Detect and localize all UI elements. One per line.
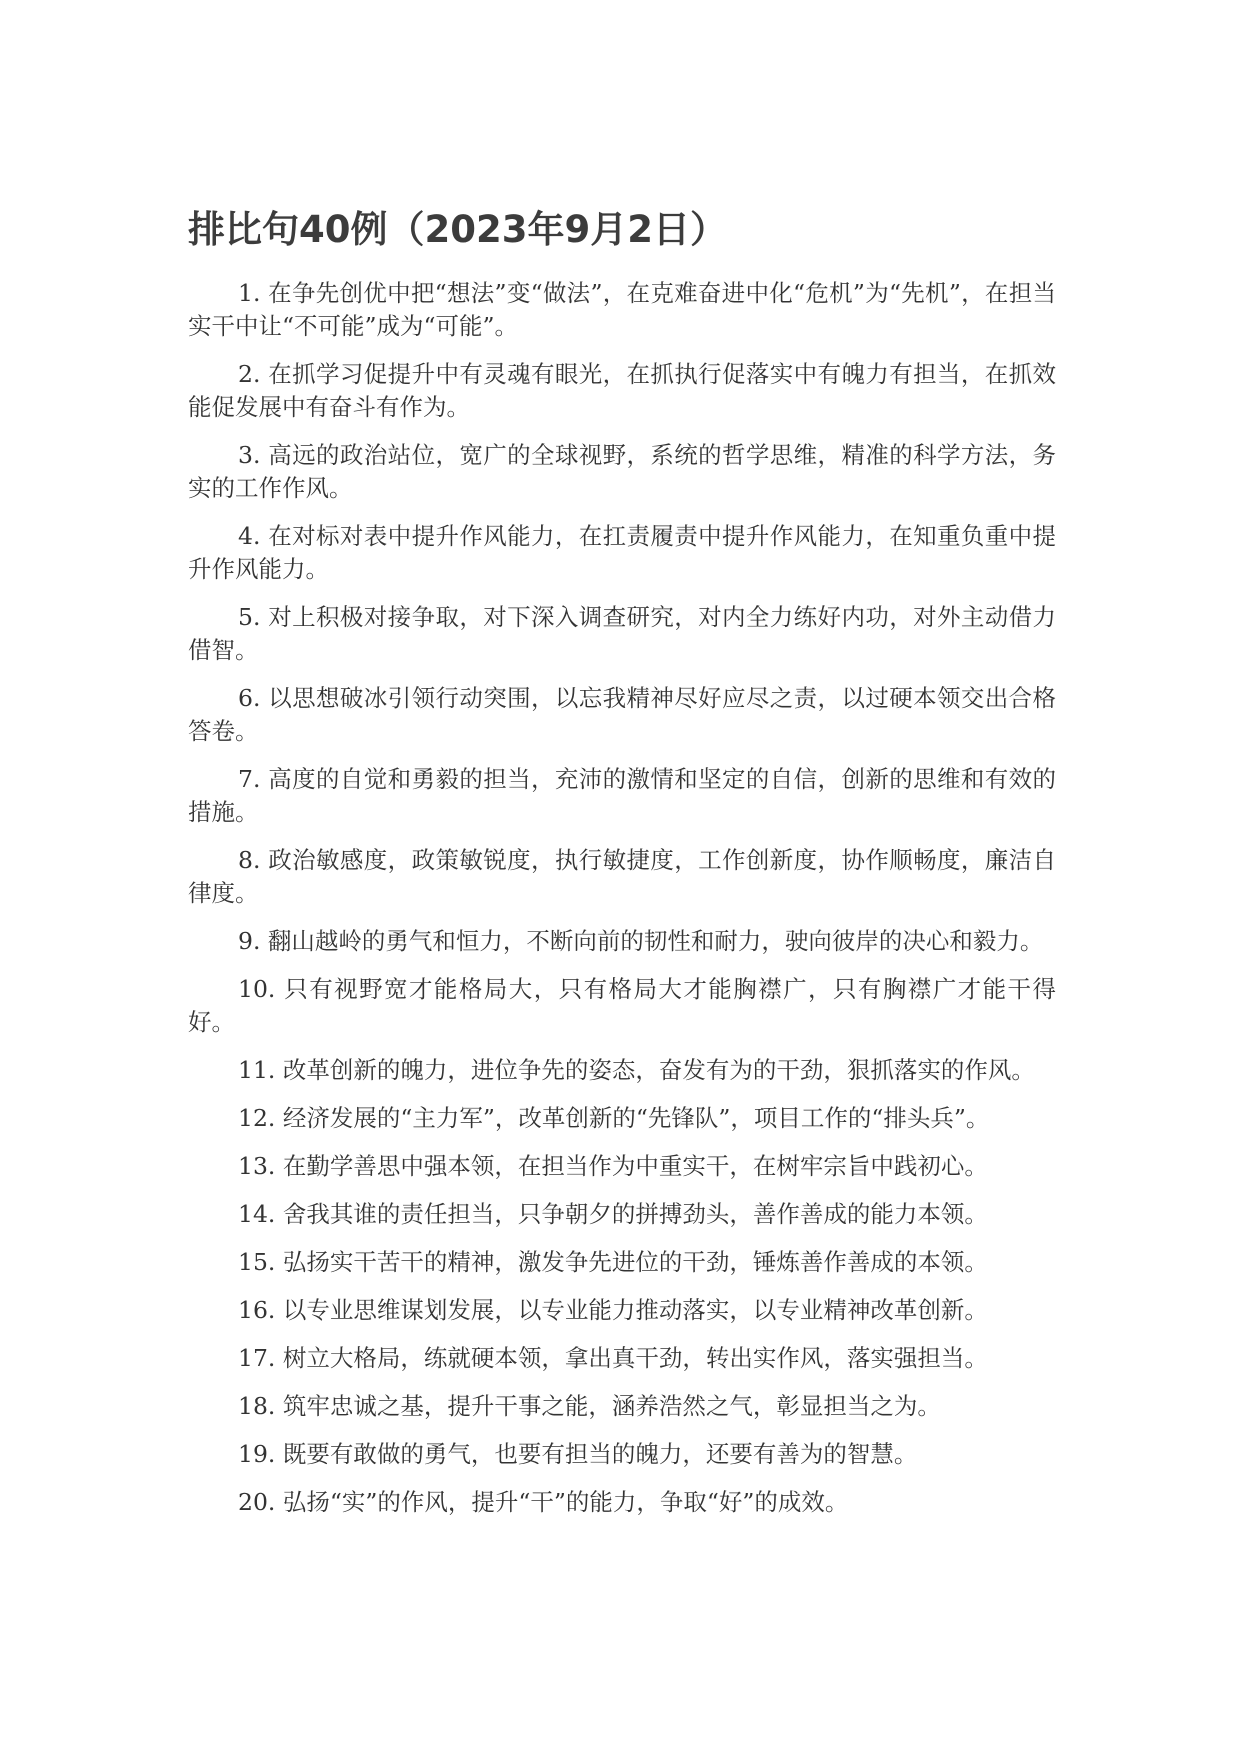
list-item: 6. 以思想破冰引领行动突围，以忘我精神尽好应尽之责，以过硬本领交出合格答卷。 xyxy=(188,684,1056,745)
list-item: 18. 筑牢忠诚之基，提升干事之能，涵养浩然之气，彰显担当之为。 xyxy=(238,1392,941,1420)
document-title: 排比句40例（2023年9月2日） xyxy=(188,208,727,251)
list-item: 17. 树立大格局，练就硬本领，拿出真干劲，转出实作风，落实强担当。 xyxy=(238,1344,988,1372)
list-item: 3. 高远的政治站位，宽广的全球视野，系统的哲学思维，精准的科学方法，务实的工作作风。 xyxy=(188,441,1056,502)
list-item: 20. 弘扬“实”的作风，提升“干”的能力，争取“好”的成效。 xyxy=(238,1488,849,1516)
list-item: 12. 经济发展的“主力军”，改革创新的“先锋队”，项目工作的“排头兵”。 xyxy=(238,1104,990,1132)
list-item: 14. 舍我其谁的责任担当，只争朝夕的拼搏劲头，善作善成的能力本领。 xyxy=(238,1200,988,1228)
document-page xyxy=(188,208,1056,1534)
list-item: 7. 高度的自觉和勇毅的担当，充沛的激情和坚定的自信，创新的思维和有效的措施。 xyxy=(188,765,1056,826)
list-item: 10. 只有视野宽才能格局大，只有格局大才能胸襟广，只有胸襟广才能干得好。 xyxy=(188,975,1056,1036)
list-item: 15. 弘扬实干苦干的精神，激发争先进位的干劲，锤炼善作善成的本领。 xyxy=(238,1248,988,1276)
list-item: 13. 在勤学善思中强本领，在担当作为中重实干，在树牢宗旨中践初心。 xyxy=(238,1152,988,1180)
list-item: 8. 政治敏感度，政策敏锐度，执行敏捷度，工作创新度，协作顺畅度，廉洁自律度。 xyxy=(188,846,1056,907)
list-item: 16. 以专业思维谋划发展，以专业能力推动落实，以专业精神改革创新。 xyxy=(238,1296,988,1324)
list-item: 1. 在争先创优中把“想法”变“做法”，在克难奋进中化“危机”为“先机”，在担当实干中让“不可能”成为“可能”。 xyxy=(188,279,1056,340)
list-item: 9. 翻山越岭的勇气和恒力，不断向前的韧性和耐力，驶向彼岸的决心和毅力。 xyxy=(238,927,1044,955)
list-item: 2. 在抓学习促提升中有灵魂有眼光，在抓执行促落实中有魄力有担当，在抓效能促发展中有奋斗有作为。 xyxy=(188,360,1056,421)
sentence-list xyxy=(188,277,1056,1519)
list-item: 4. 在对标对表中提升作风能力，在扛责履责中提升作风能力，在知重负重中提升作风能力。 xyxy=(188,522,1056,583)
list-item: 5. 对上积极对接争取，对下深入调查研究，对内全力练好内功，对外主动借力借智。 xyxy=(188,603,1056,664)
list-item: 11. 改革创新的魄力，进位争先的姿态，奋发有为的干劲，狠抓落实的作风。 xyxy=(238,1056,1035,1084)
list-item: 19. 既要有敢做的勇气，也要有担当的魄力，还要有善为的智慧。 xyxy=(238,1440,918,1468)
